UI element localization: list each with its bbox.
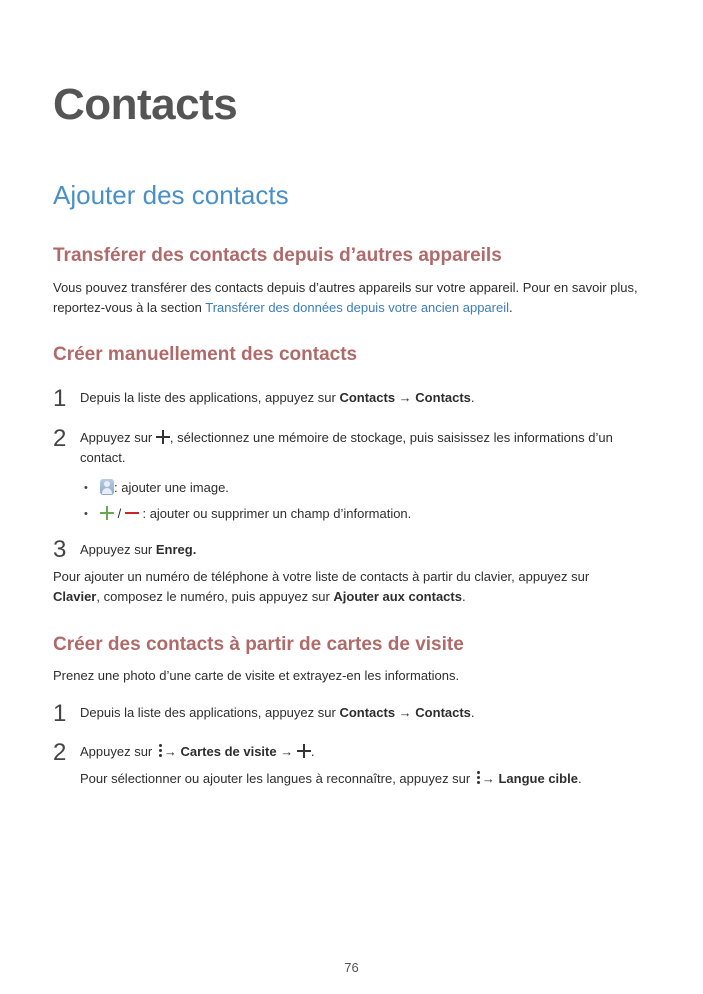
remove-field-icon	[125, 506, 139, 520]
manual-step3	[80, 540, 196, 560]
step-bold: Langue cible	[498, 771, 578, 786]
step-text: Depuis la liste des applications, appuyez sur	[80, 705, 340, 720]
heading-transfer: Transférer des contacts depuis d’autres appareils	[53, 245, 502, 266]
bullet-text: : ajouter une image.	[114, 480, 229, 495]
bullet-item-image	[100, 478, 229, 498]
separator: /	[114, 506, 125, 521]
contact-image-icon	[100, 479, 114, 495]
arrow: →	[163, 744, 181, 759]
page-title: Contacts	[53, 80, 238, 129]
step-text: contact.	[80, 450, 126, 465]
step-text: Depuis la liste des applications, appuyez sur	[80, 390, 340, 405]
step-end: .	[310, 744, 315, 759]
step-bold: Cartes de visite	[180, 744, 277, 759]
transfer-text: Vous pouvez transférer des contacts depuis d’autres appareils sur votre appareil. Pour en savoir plus,	[53, 280, 638, 295]
note-bold: Clavier	[53, 589, 97, 604]
note-text: Pour ajouter un numéro de téléphone à votre liste de contacts à partir du clavier, appuyez sur	[53, 569, 590, 584]
step-number: 1	[53, 700, 67, 727]
add-field-icon	[100, 506, 114, 520]
step-text: Pour sélectionner ou ajouter les langues à reconnaître, appuyez sur	[80, 771, 474, 786]
step-bold: Contacts	[339, 705, 396, 720]
plus-icon	[156, 430, 170, 444]
plus-icon	[297, 744, 311, 758]
step-end: .	[470, 390, 475, 405]
step-number: 3	[53, 536, 67, 563]
bullet-text: : ajouter ou supprimer un champ d’information.	[142, 506, 412, 521]
cards-intro: Prenez une photo d’une carte de visite et extrayez-en les informations.	[53, 668, 460, 683]
arrow: →	[276, 744, 297, 759]
more-options-icon	[158, 743, 162, 759]
more-options-icon	[476, 770, 480, 786]
cards-step2-sub	[80, 769, 582, 789]
step-text: Appuyez sur	[80, 430, 156, 445]
step-number: 1	[53, 385, 67, 412]
arrow: →	[395, 705, 416, 720]
step-text: , sélectionnez une mémoire de stockage, puis saisissez les informations d’un	[169, 430, 613, 445]
step-bold: Contacts	[415, 705, 471, 720]
step-text: Appuyez sur	[80, 542, 156, 557]
step-end: .	[470, 705, 475, 720]
page-number: 76	[344, 960, 359, 975]
bullet: •	[84, 482, 88, 494]
manual-note	[53, 567, 673, 607]
step-bold: Enreg.	[155, 542, 197, 557]
heading-manual: Créer manuellement des contacts	[53, 344, 358, 365]
step-number: 2	[53, 425, 67, 452]
section-title: Ajouter des contacts	[53, 180, 289, 210]
manual-step2	[80, 428, 670, 468]
arrow: →	[395, 390, 416, 405]
paragraph-transfer	[53, 278, 673, 318]
bullet-item-field	[100, 504, 411, 524]
arrow: →	[481, 771, 499, 786]
transfer-link[interactable]: Transférer des données depuis votre ancien appareil	[205, 300, 509, 315]
note-bold: Ajouter aux contacts	[333, 589, 462, 604]
heading-cards: Créer des contacts à partir de cartes de visite	[53, 634, 464, 655]
step-bold: Contacts	[415, 390, 471, 405]
bullet: •	[84, 508, 88, 520]
step-bold: Contacts	[339, 390, 396, 405]
note-text: , composez le numéro, puis appuyez sur	[96, 589, 334, 604]
transfer-text2: reportez-vous à la section	[53, 300, 206, 315]
step-text: Appuyez sur	[80, 744, 156, 759]
step-number: 2	[53, 739, 67, 766]
cards-step1	[80, 703, 475, 723]
step-end: .	[577, 771, 582, 786]
manual-step1	[80, 388, 475, 408]
transfer-end: .	[509, 300, 513, 315]
note-end: .	[461, 589, 466, 604]
cards-step2	[80, 742, 314, 762]
